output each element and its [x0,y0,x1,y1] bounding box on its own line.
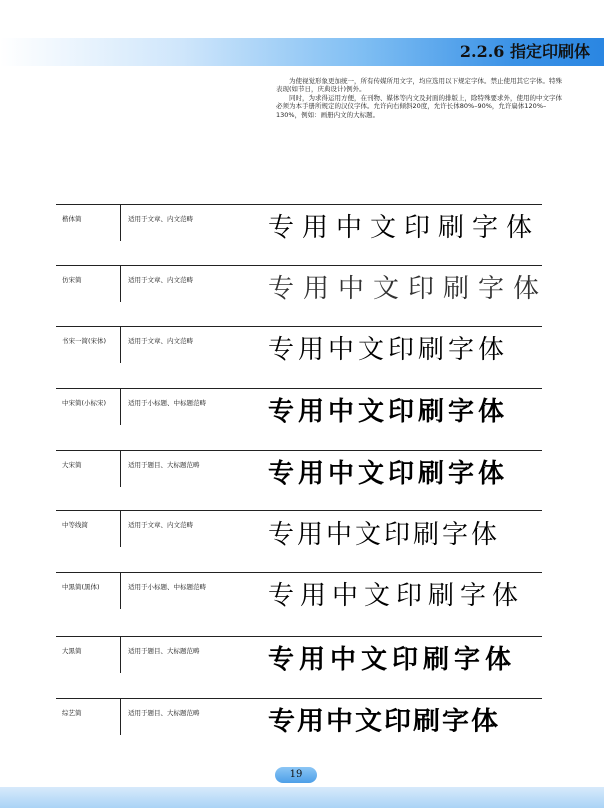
font-usage: 适用于小标题、中标题范畴 [128,583,206,591]
font-usage: 适用于文章、内文范畴 [128,215,193,223]
font-row-4 [56,388,542,433]
font-row-5 [56,450,542,495]
row-divider [120,327,121,363]
row-divider [120,389,121,425]
font-sample: 专用中文印刷字体 [268,335,509,364]
font-usage: 适用于文章、内文范畴 [128,337,193,345]
font-name: 中宋简(小标宋) [62,399,107,407]
row-divider [120,637,121,673]
font-usage: 适用于题目、大标题范畴 [128,647,200,655]
page-number: 19 [275,767,317,783]
font-usage: 适用于文章、内文范畴 [128,276,193,284]
font-name: 大黑简 [62,647,82,655]
font-sample: 专用中文印刷字体 [268,213,541,243]
font-sample: 专用中文印刷字体 [268,706,500,737]
page-title: 2.2.6 指定印刷体 [459,42,590,61]
font-sample: 专用中文印刷字体 [268,459,509,489]
intro-paragraph-1: 为使视觉形象更加统一，所有传媒所用文字，均应选用以下规定字体。禁止使用其它字体。特殊表现(如节日，庆典设计)例外。 [276,77,562,94]
font-sample: 专用中文印刷字体 [268,645,517,675]
font-usage: 适用于小标题、中标题范畴 [128,399,206,407]
footer-bar [0,787,604,808]
row-divider [120,266,121,302]
font-name: 综艺简 [62,709,82,717]
font-name: 楷体简 [62,215,82,223]
font-sample: 专用中文印刷字体 [268,519,501,549]
row-divider [120,511,121,547]
intro-paragraph-2: 同时，为求得运用方便，在刊物、媒体等内文及封面的排版上，除特殊要求外，使用的中文字体必须为本手册所规定的汉仪字体。允许向右倾斜20度，允许长体80%–90%，允许扁体120%–130%，例如：画册内文的大标题。 [276,93,562,119]
font-row-2 [56,265,549,310]
font-row-3 [56,326,542,371]
font-row-7 [56,572,542,617]
font-sample: 专用中文印刷字体 [268,274,549,304]
font-name: 中黑简(黑体) [62,583,100,591]
row-divider [120,205,121,241]
intro-text [276,77,562,119]
row-divider [120,573,121,609]
row-divider [120,699,121,735]
font-row-9 [56,698,542,743]
font-usage: 适用于文章、内文范畴 [128,521,193,529]
font-row-6 [56,510,542,555]
font-row-8 [56,636,542,681]
font-row-1 [56,204,542,249]
font-usage: 适用于题目、大标题范畴 [128,709,200,717]
row-divider [120,451,121,487]
font-name: 仿宋简 [62,276,82,284]
font-sample: 专用中文印刷字体 [268,397,509,426]
font-name: 书宋一简(宋体) [62,337,107,345]
font-name: 中等线简 [62,521,88,529]
font-usage: 适用于题目、大标题范畴 [128,461,200,469]
font-sample: 专用中文印刷字体 [268,581,525,611]
font-name: 大宋简 [62,461,82,469]
